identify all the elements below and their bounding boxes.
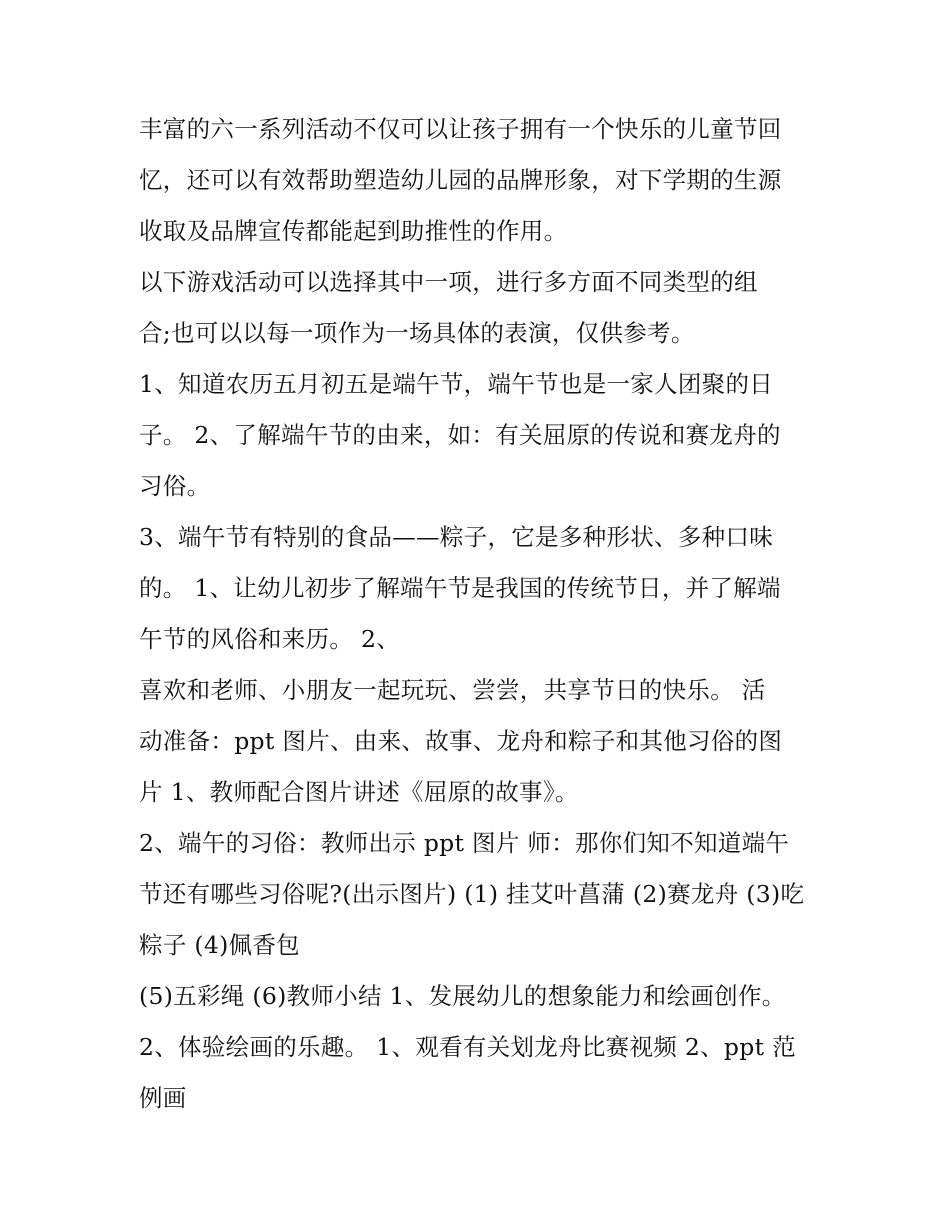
text-line: 忆，还可以有效帮助塑造幼儿园的品牌形象，对下学期的生源 (139, 166, 782, 194)
text-line: 的。 1、让幼儿初步了解端午节是我国的传统节日，并了解端 (139, 574, 781, 602)
text-line: 1、知道农历五月初五是端午节，端午节也是一家人团聚的日 (139, 370, 774, 398)
text-line: 子。 2、了解端午节的由来，如：有关屈原的传说和赛龙舟的 (139, 421, 781, 449)
text-line: 午节的风俗和来历。 2、 (139, 625, 401, 653)
text-line: 片 1、教师配合图片讲述《屈原的故事》。 (139, 778, 579, 806)
text-line: 合;也可以以每一项作为一场具体的表演，仅供参考。 (139, 319, 695, 347)
text-line: 例画 (139, 1084, 187, 1112)
text-line: 习俗。 (139, 472, 211, 500)
text-line: 动准备：ppt 图片、由来、故事、龙舟和粽子和其他习俗的图 (139, 727, 783, 755)
text-line: 丰富的六一系列活动不仅可以让孩子拥有一个快乐的儿童节回 (139, 115, 782, 143)
text-line: 3、端午节有特别的食品——粽子，它是多种形状、多种口味 (139, 523, 774, 551)
text-line: 粽子 (4)佩香包 (139, 931, 300, 959)
text-line: (5)五彩绳 (6)教师小结 1、发展幼儿的想象能力和绘画创作。 (139, 982, 786, 1010)
document-body (139, 104, 819, 1124)
text-line: 以下游戏活动可以选择其中一项，进行多方面不同类型的组 (139, 268, 758, 296)
text-line: 喜欢和老师、小朋友一起玩玩、尝尝，共享节日的快乐。 活 (139, 676, 766, 704)
text-line: 节还有哪些习俗呢?(出示图片) (1) 挂艾叶菖蒲 (2)赛龙舟 (3)吃 (139, 880, 805, 908)
text-line: 2、端午的习俗：教师出示 ppt 图片 师：那你们知不知道端午 (139, 829, 790, 857)
text-line: 收取及品牌宣传都能起到助推性的作用。 (139, 217, 568, 245)
text-line: 2、体验绘画的乐趣。 1、观看有关划龙舟比赛视频 2、ppt 范 (139, 1033, 796, 1061)
